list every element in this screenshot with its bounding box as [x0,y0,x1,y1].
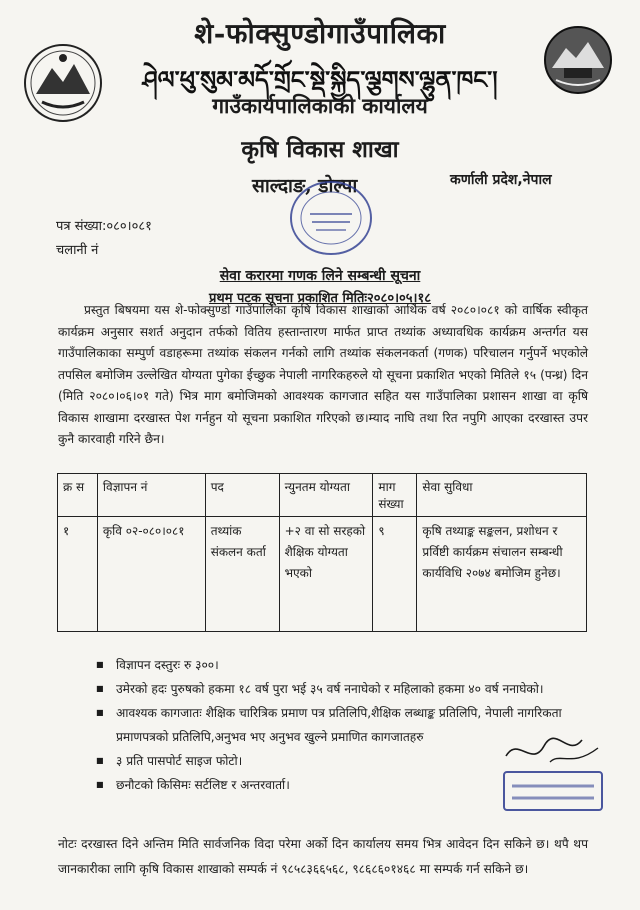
cell-demand: ९ [373,517,417,632]
location-name: साल्दाङ, डोल्पा [252,175,358,197]
notice-title: सेवा करारमा गणक लिने सम्बन्धी सूचना [219,268,421,284]
list-item: ■ छनौटको किसिमः सर्टलिष्ट र अन्तरवार्ता। [96,773,566,797]
cell-ad-number: कृवि ०२-०८०।०८१ [97,517,205,632]
province-name: कर्णाली प्रदेश,नेपाल [450,172,552,188]
list-item: ■ ३ प्रति पासपोर्ट साइज फोटो। [96,749,566,773]
dispatch-number: चलानी नं [56,243,99,258]
col-header-facility: सेवा सुविधा [417,474,587,517]
municipality-name: शे-फोक्सुण्डोगाउँपालिका [194,17,446,50]
table-header-row [58,474,587,517]
list-item: ■ आवश्यक कागजातः शैक्षिक चारित्रिक प्रमाण पत्र प्रतिलिपि,शैक्षिक लब्धाङ्क प्रतिलिपि, नेपाली नागरिकता प्रमाणपत्रको प्रतिलिपि,अनुभव भए अनुभव खुल्ने प्रमाणित कागजातहरु [96,701,566,749]
col-header-qualification: न्युनतम योग्यता [279,474,373,517]
col-header-demand: माग संख्या [373,474,417,517]
list-item: ■ उमेरको हदः पुरुषको हकमा १८ वर्ष पुरा भई ३५ वर्ष ननाघेको र महिलाको हकमा ४० वर्ष ननाघेको। [96,677,566,701]
col-header-ad-number: विज्ञापन नं [97,474,205,517]
reference-number: पत्र संख्या:०८०।०८१ [56,219,152,234]
requirements-list [96,653,566,797]
col-header-serial: क्र स [58,474,98,517]
office-seal-stamp [288,178,374,258]
branch-name: कृषि विकास शाखा [241,136,399,163]
cell-post: तथ्यांक संकलन कर्ता [205,517,279,632]
cell-facility: कृषि तथ्याङ्क सङ्कलन, प्रशोधन र प्रर्विष्टी कार्यक्रम संचालन सम्बन्धी कार्यविधि २०७४ बमोजिम हुनेछ। [417,517,587,632]
notice-publish-date: प्रथम पटक सूचना प्रकाशित मितिः२०८०।०५।१८ [209,291,431,306]
table-row [58,517,587,632]
vacancy-table [57,473,587,632]
col-header-post: पद [205,474,279,517]
cell-qualification: +२ वा सो सरहको शैक्षिक योग्यता भएको [279,517,373,632]
list-item: ■ विज्ञापन दस्तुरः रु ३००। [96,653,566,677]
tibetan-name: ཤེལ་ཕུ་སུམ་མདོ་གྲོང་སྡེ་སྐྱིད་ལྕགས་ལྷུན་ཁང་། [142,65,498,94]
cell-serial: १ [58,517,98,632]
footer-note: नोटः दरखास्त दिने अन्तिम मिति सार्वजनिक विदा परेमा अर्को दिन कार्यालय समय भित्र आवेदन दिन सकिने छ। थपै थप जानकारीका लागि कृषि विकास शाखाको सम्पर्क नं ९८५८३६६५६८, ९८६८६०१४६८ मा सम्पर्क गर्न सकिने छ। [58,837,588,876]
signature-stamp [498,728,608,816]
notice-body: प्रस्तुत बिषयमा यस शे-फोक्सुण्डो गाउँपालिका कृषि विकास शाखाको आर्थिक वर्ष २०८०।०८१ को वार्षिक स्वीकृत कार्यक्रम अनुसार सशर्त अनुदान तर्फको वितिय हस्तान्तारण मार्फत प्राप्त तथ्यांक अध्यावधिक कार्यक्रम अन्तर्गत यस गाउँपालिकाका सम्पुर्ण वडाहरूमा तथ्यांक संकलन गर्नको लागि तथ्यांक संकलनकर्ता (गणक) परिचालन गर्नुपर्ने भएकोले तपसिल बमोजिम उल्लेखित योग्यता पुगेका ईच्छुक नेपाली नागरिकहरुले यो सूचना प्रकाशित भएको मितिले १५ (पन्ध्र) दिन (मिति २०८०।०६।०१ गते) भित्र माग बमोजिमको आवश्यक कागजात सहित यस गाउँपालिका प्रशासन शाखा वा कृषि विकास शाखामा दरखास्त पेश गर्नहुन यो सूचना प्रकाशित गरिएको छ।म्याद नाघि तथा रित नपुगि आएका दरखास्त उपर कुनै कारवाही गरिने छैन। [58,303,588,446]
office-name: गाउँकार्यपालिकाको कार्यालय [212,93,428,118]
